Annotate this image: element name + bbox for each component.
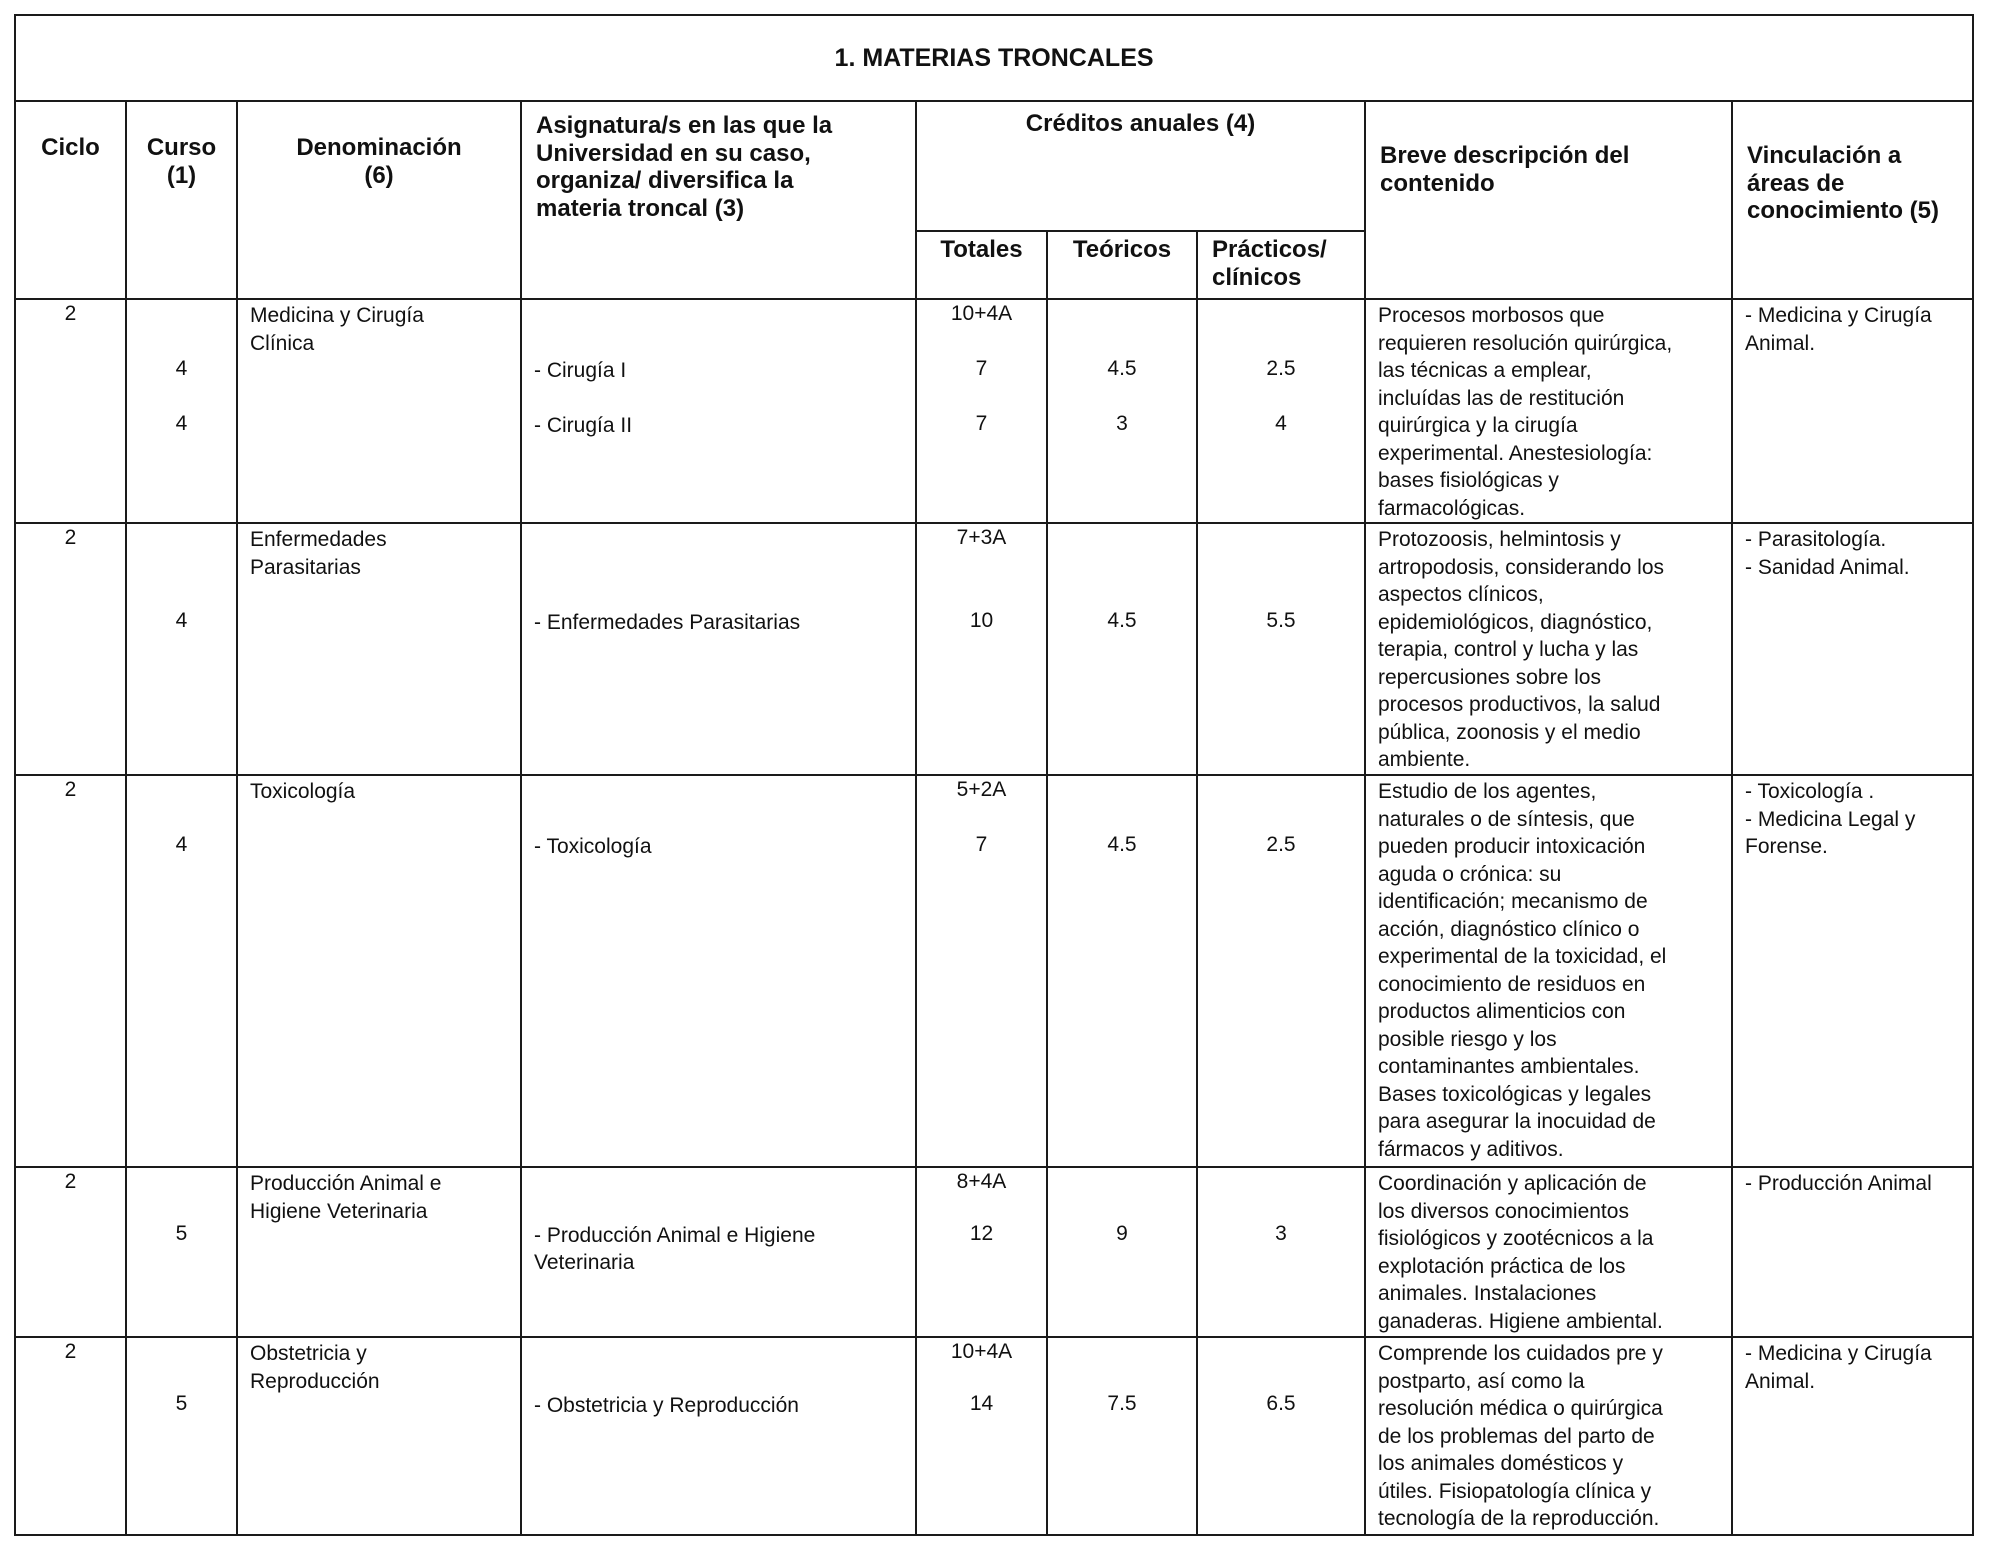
teoricos-cell: 9 [1047,1167,1197,1337]
vinculacion-cell: - Medicina y Cirugía Animal. [1732,299,1973,523]
ciclo-cell: 2 [15,1167,126,1337]
curso-cell: 5 [126,1337,237,1535]
denominacion-cell: Obstetricia y Reproducción [237,1337,521,1535]
teoricos-cell: 4.5 [1047,775,1197,1167]
header-row [15,101,1973,231]
header-asignaturas: Asignatura/s en las que la Universidad en su caso, organiza/ diversifica la materia troncal (3) [521,101,916,299]
asignatura-cell: - Obstetricia y Reproducción [521,1337,916,1535]
practicos-cell: 2.5 [1197,775,1365,1167]
header-descripcion: Breve descripción del contenido [1365,101,1732,299]
denominacion-cell: Producción Animal e Higiene Veterinaria [237,1167,521,1337]
denominacion-cell: Medicina y Cirugía Clínica [237,299,521,523]
ciclo-cell: 2 [15,1337,126,1535]
header-teoricos: Teóricos [1047,231,1197,299]
teoricos-cell: 4.5 [1047,523,1197,775]
ciclo-cell: 2 [15,299,126,523]
descripcion-cell: Estudio de los agentes, naturales o de síntesis, que pueden producir intoxicación aguda o crónica: su identificación; mecanismo de acción, diagnóstico clínico o experimental de la toxicidad, el conocimiento de residuos en productos alimenticios con posible riesgo y los contaminantes ambientales. Bases toxicológicas y legales para asegurar la inocuidad de fármacos y aditivos. [1365,775,1732,1167]
totales-cell: 10+4A 14 [916,1337,1047,1535]
descripcion-cell: Procesos morbosos que requieren resolución quirúrgica, las técnicas a emplear, incluídas las de restitución quirúrgica y la cirugía experimental. Anestesiología: bases fisiológicas y farmacológicas. [1365,299,1732,523]
header-curso: Curso (1) [126,101,237,299]
asignatura-cell: - Producción Animal e Higiene Veterinaria [521,1167,916,1337]
page-title: 1. MATERIAS TRONCALES [15,15,1973,101]
asignatura-cell: - Toxicología [521,775,916,1167]
header-creditos: Créditos anuales (4) [916,101,1365,231]
denominacion-cell: Toxicología [237,775,521,1167]
totales-cell: 10+4A 7 7 [916,299,1047,523]
header-totales: Totales [916,231,1047,299]
table-row [15,1167,1973,1337]
curso-cell: 5 [126,1167,237,1337]
practicos-cell: 6.5 [1197,1337,1365,1535]
descripcion-cell: Protozoosis, helmintosis y artropodosis, considerando los aspectos clínicos, epidemiológicos, diagnóstico, terapia, control y lucha y las repercusiones sobre los procesos productivos, la salud pública, zoonosis y el medio ambiente. [1365,523,1732,775]
materias-troncales-table [14,14,1974,1536]
practicos-cell: 3 [1197,1167,1365,1337]
document-sheet [14,14,1972,1529]
vinculacion-cell: - Toxicología . - Medicina Legal y Forense. [1732,775,1973,1167]
table-row [15,1337,1973,1535]
table-row [15,299,1973,523]
table-row [15,523,1973,775]
vinculacion-cell: - Producción Animal [1732,1167,1973,1337]
header-ciclo: Ciclo [15,101,126,299]
header-practicos: Prácticos/ clínicos [1197,231,1365,299]
curso-cell: 4 4 [126,299,237,523]
header-denominacion: Denominación (6) [237,101,521,299]
totales-cell: 5+2A 7 [916,775,1047,1167]
descripcion-cell: Coordinación y aplicación de los diversos conocimientos fisiológicos y zootécnicos a la explotación práctica de los animales. Instalaciones ganaderas. Higiene ambiental. [1365,1167,1732,1337]
asignatura-cell: - Cirugía I - Cirugía II [521,299,916,523]
practicos-cell: 5.5 [1197,523,1365,775]
table-row [15,775,1973,1167]
totales-cell: 7+3A 10 [916,523,1047,775]
ciclo-cell: 2 [15,775,126,1167]
asignatura-cell: - Enfermedades Parasitarias [521,523,916,775]
teoricos-cell: 4.5 3 [1047,299,1197,523]
curso-cell: 4 [126,775,237,1167]
vinculacion-cell: - Medicina y Cirugía Animal. [1732,1337,1973,1535]
practicos-cell: 2.5 4 [1197,299,1365,523]
curso-cell: 4 [126,523,237,775]
vinculacion-cell: - Parasitología. - Sanidad Animal. [1732,523,1973,775]
header-vinculacion: Vinculación a áreas de conocimiento (5) [1732,101,1973,299]
totales-cell: 8+4A 12 [916,1167,1047,1337]
title-row [15,15,1973,101]
denominacion-cell: Enfermedades Parasitarias [237,523,521,775]
ciclo-cell: 2 [15,523,126,775]
descripcion-cell: Comprende los cuidados pre y postparto, así como la resolución médica o quirúrgica de los problemas del parto de los animales domésticos y útiles. Fisiopatología clínica y tecnología de la reproducción. [1365,1337,1732,1535]
teoricos-cell: 7.5 [1047,1337,1197,1535]
